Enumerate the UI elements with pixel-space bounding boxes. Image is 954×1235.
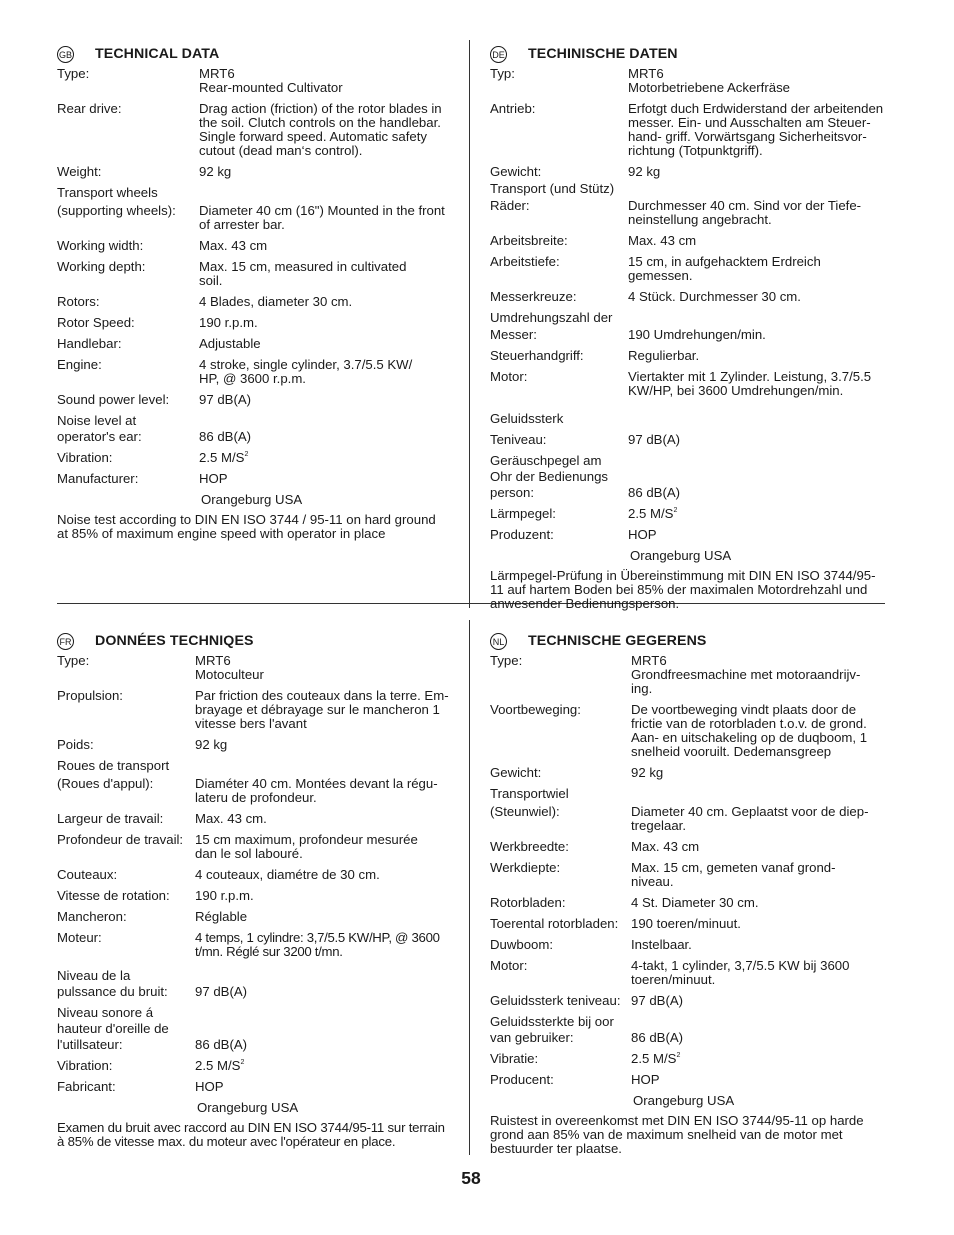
spec-label: Ohr der Bedienungs [490,469,609,484]
horizontal-divider-left [57,603,469,604]
spec-label: Voortbeweging: [490,702,581,717]
spec-row-noise-2 [57,430,452,444]
spec-row-type [490,654,885,696]
vibratie-value: 2.5 M/S [631,1051,677,1066]
spec-row-propulsion [57,689,452,731]
spec-label: (supporting wheels): [57,203,176,218]
spec-label: Niveau de la [57,968,131,983]
spec-row-tiefe [490,255,885,283]
section-header [490,45,885,63]
vertical-divider-top [469,40,470,608]
language-badge-gb: GB [57,46,74,63]
spec-value: 92 kg [195,737,228,752]
spec-label: Werkdiepte: [490,860,561,875]
spec-label: Geluidssterk teniveau: [490,993,621,1008]
vibration-value: 2.5 M/S [199,450,245,465]
spec-row-moteur [57,931,452,959]
spec-value: 92 kg [631,765,664,780]
spec-label: operator's ear: [57,429,142,444]
spec-row-gewicht [490,766,885,780]
language-badge-nl: NL [490,633,507,650]
spec-label: Poids: [57,737,94,752]
spec-value: 15 cm, in aufgehacktem Erdreich gemessen. [628,254,821,283]
section-fr [57,632,452,1149]
spec-value: Regulierbar. [628,348,700,363]
section-title: DONNÉES TECHNIQES [95,633,254,649]
spec-value: Max. 43 cm [199,238,268,253]
spec-row-sound-power [57,393,452,407]
spec-label: Teniveau: [490,432,547,447]
spec-value: 4-takt, 1 cylinder, 3,7/5.5 KW bij 3600 toeren/minuut. [631,958,850,987]
spec-label: Noise level at [57,413,137,428]
spec-row-location [490,1094,885,1108]
spec-label: Duwboom: [490,937,554,952]
spec-row-puissance-1 [57,969,452,983]
spec-value: 190 r.p.m. [199,315,258,330]
spec-label: Geluidssterk [490,411,564,426]
superscript: 2 [240,1059,245,1066]
spec-value: De voortbeweging vindt plaats door de frictie van de rotorbladen t.o.v. de grond. Aan- en uitschakeling op de duqboom, 1 snelheid vooruilt. Dedemansgreep [631,702,868,759]
spec-value: Erfotgt duch Erdwiderstand der arbeitenden messer. Ein- und Ausschalten am Steuer- hand- griff. Vorwärtsgang Sicherheitsvor- richtung (Totpunktgriff). [628,101,884,158]
spec-label: Sound power level: [57,392,170,407]
spec-row-sonore-1 [57,1006,452,1020]
noise-note: Examen du bruit avec raccord au DIN EN ISO 3744/95-11 sur terrain à 85% de vitesse max. du moteur avec l'opérateur en place. [57,1120,445,1149]
spec-label: Niveau sonore á [57,1005,154,1020]
spec-row-breite [490,234,885,248]
spec-value: 4 stroke, single cylinder, 3.7/5.5 KW/ HP, @ 3600 r.p.m. [199,357,413,386]
spec-label: Transport (und Stütz) [490,181,615,196]
spec-row-motor [490,370,885,398]
spec-row-rotorbladen [490,896,885,910]
spec-row-working-depth [57,260,452,288]
spec-label: Type: [490,653,523,668]
spec-label: Werkbreedte: [490,839,569,854]
spec-label: Moteur: [57,930,102,945]
spec-value: Réglable [195,909,248,924]
spec-label: (Roues d'appul): [57,776,154,791]
language-badge-de: DE [490,46,507,63]
spec-row-motor [490,959,885,987]
spec-label: Rear drive: [57,101,122,116]
spec-label: Mancheron: [57,909,127,924]
spec-row-working-width [57,239,452,253]
spec-label: (Steunwiel): [490,804,560,819]
spec-label: Type: [57,66,90,81]
superscript: 2 [244,451,249,458]
section-header [57,632,452,650]
spec-value [631,1052,885,1066]
spec-row-engine [57,358,452,386]
spec-value: Viertakter mit 1 Zylinder. Leistung, 3.7/5.5 KW/HP, bei 3600 Umdrehungen/min. [628,369,872,398]
spec-row-voortbeweging [490,703,885,759]
spec-label: Working width: [57,238,144,253]
spec-value: 190 r.p.m. [195,888,254,903]
spec-label: Produzent: [490,527,554,542]
spec-row-rear-drive [57,102,452,158]
spec-value: Instelbaar. [631,937,692,952]
spec-value: HOP [631,1072,660,1087]
spec-label: Räder: [490,198,530,213]
spec-value: Max. 43 cm [628,233,697,248]
noise-note: Lärmpegel-Prüfung in Übereinstimmung mit DIN EN ISO 3744/95- 11 auf hartem Boden bei 85% der maximalen Motordrehzahl und anwesender Bedienungsperson. [490,568,876,611]
spec-label: Engine: [57,357,102,372]
spec-value: Diameter 40 cm (16") Mounted in the front of arrester bar. [199,203,445,232]
spec-row-geluid [490,994,885,1008]
spec-label: Working depth: [57,259,146,274]
spec-row-geluidsterkte-2 [490,1031,885,1045]
spec-row-sonore-2 [57,1022,452,1036]
noise-note: Noise test according to DIN EN ISO 3744 / 95-11 on hard ground at 85% of maximum engine speed with operator in place [57,512,436,541]
spec-value: HOP [199,471,228,486]
spec-label: Geluidssterkte bij oor [490,1014,614,1029]
spec-value: Diaméter 40 cm. Montées devant la régu- lateru de profondeur. [195,776,438,805]
spec-value [628,507,885,521]
language-badge-fr: FR [57,633,74,650]
spec-value: Par friction des couteaux dans la terre. Em- brayage et débrayage sur le mancheron 1 vitesse bers l'avant [195,688,449,731]
spec-row-produzent [490,528,885,542]
spec-row-laerm [490,507,885,521]
spec-value: Diameter 40 cm. Geplaatst voor de diep- tregelaar. [631,804,869,833]
spec-label: Vibratie: [490,1051,539,1066]
spec-row-messer [490,290,885,304]
spec-row-puissance-2 [57,985,452,999]
spec-row-vibratie [490,1052,885,1066]
spec-value: MRT6 Motorbetriebene Ackerfräse [628,66,790,95]
spec-label: Gewicht: [490,164,542,179]
spec-row-roues-1 [57,759,452,773]
spec-row-geluid-1 [490,412,885,426]
spec-row-antrieb [490,102,885,158]
spec-row-sonore-3 [57,1038,452,1052]
spec-label: person: [490,485,534,500]
spec-value: MRT6 Grondfreesmachine met motoraandrijv- ing. [631,653,861,696]
spec-label: Rotor Speed: [57,315,135,330]
spec-row-diepte [490,861,885,889]
spec-value: 86 dB(A) [628,485,681,500]
page-number: 58 [461,1168,481,1188]
spec-label: Arbeitsbreite: [490,233,568,248]
spec-row-transport-2 [57,204,452,232]
spec-label: Handlebar: [57,336,122,351]
spec-label: Rotorbladen: [490,895,566,910]
spec-label: Profondeur de travail: [57,832,184,847]
spec-label: Steuerhandgriff: [490,348,584,363]
spec-row-mancheron [57,910,452,924]
spec-row-transport-2 [490,805,885,833]
spec-value: 92 kg [628,164,661,179]
spec-row-type [57,67,452,95]
spec-value: 86 dB(A) [195,1037,248,1052]
spec-value: 97 dB(A) [628,432,681,447]
spec-value: Max. 15 cm, measured in cultivated soil. [199,259,407,288]
spec-value: 97 dB(A) [195,984,248,999]
spec-row-toerental [490,917,885,931]
spec-label: Rotors: [57,294,100,309]
spec-row-vibration [57,451,452,465]
spec-label: Transport wheels [57,185,158,200]
spec-row-location [490,549,885,563]
section-title: TECHNICAL DATA [95,46,220,62]
spec-row-pegel-1 [490,454,885,468]
spec-row-transport-1 [490,182,885,196]
spec-row-manufacturer [57,472,452,486]
spec-label: l'utillsateur: [57,1037,123,1052]
noise-note: Ruistest in overeenkomst met DIN EN ISO 3744/95-11 op harde grond aan 85% van de maximum snelheid van de motor met bestuurder ter plaatse. [490,1113,864,1156]
spec-label: Fabricant: [57,1079,116,1094]
spec-row-gewicht [490,165,885,179]
spec-value: 15 cm maximum, profondeur mesurée dan le sol labouré. [195,832,418,861]
spec-value [195,1059,452,1073]
spec-value: 86 dB(A) [631,1030,684,1045]
spec-row-vibration [57,1059,452,1073]
spec-row-transport-1 [490,787,885,801]
spec-row-profondeur [57,833,452,861]
spec-label: Vibration: [57,450,113,465]
spec-row-couteaux [57,868,452,882]
spec-row-geluidsterkte-1 [490,1015,885,1029]
section-title: TECHNISCHE GEGERENS [528,633,707,649]
spec-value: 86 dB(A) [199,429,252,444]
vibration-value: 2.5 M/S [195,1058,241,1073]
spec-label: Vitesse de rotation: [57,888,170,903]
spec-label: Antrieb: [490,101,536,116]
spec-row-type [490,67,885,95]
spec-row-producent [490,1073,885,1087]
spec-label: van gebruiker: [490,1030,574,1045]
spec-label: Type: [57,653,90,668]
spec-label: Typ: [490,66,515,81]
spec-label: Motor: [490,958,528,973]
spec-value: HOP [628,527,657,542]
spec-row-geluid-2 [490,433,885,447]
spec-value: Drag action (friction) of the rotor blades in the soil. Clutch controls on the handlebar. Single forward speed. Automatic safety cutout (dead man‘s control). [199,101,442,158]
spec-label: Vibration: [57,1058,113,1073]
spec-row-griff [490,349,885,363]
spec-value: 4 St. Diameter 30 cm. [631,895,759,910]
spec-label: Gewicht: [490,765,542,780]
spec-label: Transportwiel [490,786,569,801]
spec-row-umdrehung-2 [490,328,885,342]
section-gb [57,45,452,541]
section-header [57,45,452,63]
spec-row-rotor-speed [57,316,452,330]
spec-row-type [57,654,452,682]
superscript: 2 [676,1052,681,1059]
spec-label: Lärmpegel: [490,506,556,521]
spec-label: Messer: [490,327,537,342]
spec-value: 92 kg [199,164,232,179]
spec-value: MRT6 Rear-mounted Cultivator [199,66,343,95]
section-de [490,45,885,611]
spec-value: 190 Umdrehungen/min. [628,327,766,342]
spec-label: Weight: [57,164,102,179]
spec-row-duwboom [490,938,885,952]
manufacturer-location: Orangeburg USA [633,1093,735,1108]
spec-label: Couteaux: [57,867,118,882]
spec-row-noise-1 [57,414,452,428]
spec-row-transport-2 [490,199,885,227]
spec-row-fabricant [57,1080,452,1094]
spec-label: Producent: [490,1072,554,1087]
spec-label: Motor: [490,369,528,384]
spec-value: Max. 15 cm, gemeten vanaf grond- niveau. [631,860,836,889]
spec-row-umdrehung-1 [490,311,885,325]
spec-value: 4 Stück. Durchmesser 30 cm. [628,289,801,304]
spec-label: Manufacturer: [57,471,139,486]
spec-label: Propulsion: [57,688,123,703]
section-nl [490,632,885,1156]
spec-row-pegel-2 [490,470,885,484]
spec-row-vitesse [57,889,452,903]
manufacturer-location: Orangeburg USA [201,492,303,507]
spec-label: Largeur de travail: [57,811,164,826]
spec-value: 97 dB(A) [631,993,684,1008]
spec-label: Umdrehungszahl der [490,310,613,325]
spec-row-transport-1 [57,186,452,200]
laerm-value: 2.5 M/S [628,506,674,521]
spec-label: pulssance du bruit: [57,984,168,999]
spec-row-largeur [57,812,452,826]
spec-row-rotors [57,295,452,309]
spec-value [199,451,452,465]
superscript: 2 [673,507,678,514]
spec-label: Toerental rotorbladen: [490,916,619,931]
spec-value: Adjustable [199,336,261,351]
spec-row-breedte [490,840,885,854]
spec-label: hauteur d'oreille de [57,1021,169,1036]
spec-value: Max. 43 cm [631,839,700,854]
spec-value: Max. 43 cm. [195,811,267,826]
spec-row-weight [57,165,452,179]
section-title: TECHINISCHE DATEN [528,46,678,62]
spec-label: Arbeitstiefe: [490,254,560,269]
spec-value: 190 toeren/minuut. [631,916,741,931]
spec-value: 4 temps, 1 cylindre: 3,7/5.5 KW/HP, @ 3600 t/mn. Réglé sur 3200 t/mn. [195,930,440,959]
spec-row-location [57,493,452,507]
spec-value: 97 dB(A) [199,392,252,407]
spec-row-roues-2 [57,777,452,805]
spec-value: 4 couteaux, diamétre de 30 cm. [195,867,380,882]
spec-row-pegel-3 [490,486,885,500]
spec-row-location [57,1101,452,1115]
spec-value: MRT6 Motoculteur [195,653,264,682]
spec-label: Geräuschpegel am [490,453,602,468]
spec-row-poids [57,738,452,752]
spec-row-handlebar [57,337,452,351]
spec-label: Roues de transport [57,758,170,773]
section-header [490,632,885,650]
spec-value: Durchmesser 40 cm. Sind vor der Tiefe- neinstellung angebracht. [628,198,862,227]
manufacturer-location: Orangeburg USA [630,548,732,563]
spec-value: 4 Blades, diameter 30 cm. [199,294,353,309]
spec-value: HOP [195,1079,224,1094]
vertical-divider-bottom [469,620,470,1155]
manufacturer-location: Orangeburg USA [197,1100,299,1115]
spec-label: Messerkreuze: [490,289,577,304]
